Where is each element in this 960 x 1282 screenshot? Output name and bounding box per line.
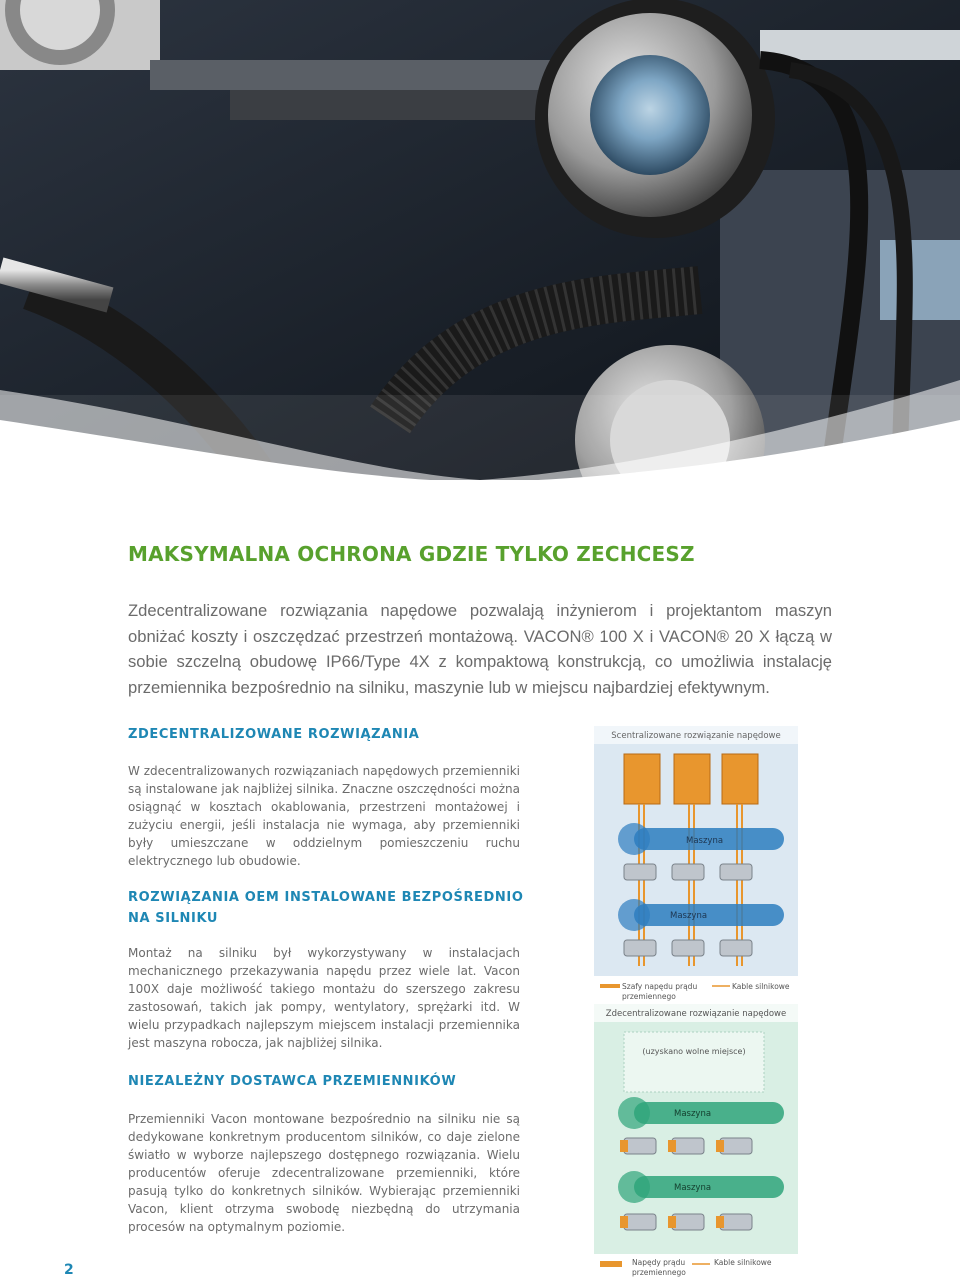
- motor-icon: [624, 940, 752, 956]
- section-body-oem: Montaż na silniku był wykorzystywany w instalacjach mechanicznego przekazywania napędu przez wiele lat. Vacon 100X daje możliwość takiego montażu do szerszego zakresu zastosowań, takich jak pompy, wentylatory, sprężarki itd. W wielu przypadkach najlepszym miejscem instalacji przemiennika jest maszyna robocza, jak najbliżej silnika.: [128, 946, 520, 1050]
- centralized-diagram-graphic: [594, 726, 798, 1004]
- diagram-centralized: [594, 726, 798, 1008]
- section-heading-oem: ROZWIĄZANIA OEM INSTALOWANE BEZPOŚREDNIO NA SILNIKU: [128, 890, 524, 926]
- machine-label: Maszyna: [670, 911, 708, 921]
- machine-bar: [634, 904, 784, 926]
- legend-cables: Kable silnikowe: [714, 1258, 772, 1267]
- decentralized-diagram-graphic: [594, 1004, 798, 1278]
- machine-illustration: [0, 0, 960, 480]
- motor-with-drive-icon: [624, 1138, 752, 1154]
- legend-swatch-drives: [600, 1261, 622, 1267]
- machine-label: Maszyna: [674, 1183, 712, 1193]
- fan-icon: [618, 1097, 650, 1129]
- hero-photo: [0, 0, 960, 480]
- drive-cabinet: [624, 754, 758, 804]
- fan-icon: [618, 1171, 650, 1203]
- page-title: MAKSYMALNA OCHRONA GDZIE TYLKO ZECHCESZ: [128, 542, 695, 566]
- diagram-decentralized: [594, 1004, 798, 1282]
- free-space-note: (uzyskano wolne miejsce): [642, 1047, 746, 1056]
- diagram-title: Scentralizowane rozwiązanie napędowe: [611, 731, 781, 741]
- page-number: 2: [64, 1262, 74, 1278]
- legend-drives: Napędy prądu przemiennego: [632, 1258, 686, 1277]
- section-body-independent: Przemienniki Vacon montowane bezpośrednio na silniku nie są dedykowane konkretnym producentom silników, co daje zielone światło w wyborze najlepszego dostępnego rozwiązania. Wielu producentów oferuje zdecentralizowane przemienniki, które pasują tylko do konkretnych silników. Wybierając przemienniki Vacon, klient otrzyma swobodę niezbędną do utrzymania procesów na optymalnym poziomie.: [128, 1112, 520, 1234]
- legend-cables: Kable silnikowe: [732, 982, 790, 991]
- fan-icon: [618, 823, 650, 855]
- diagram-title: Zdecentralizowane rozwiązanie napędowe: [605, 1009, 787, 1019]
- section-heading-independent: NIEZALEŻNY DOSTAWCA PRZEMIENNIKÓW: [128, 1074, 457, 1089]
- section-body-decentralized: W zdecentralizowanych rozwiązaniach napędowych przemienniki są instalowane jak najbliżej silnika. Znaczne oszczędności można osiągnąć w kosztach okablowania, przestrzeni montażowej i zużyciu energii, jeśli instalacja nie wymaga, aby przemienniki były umieszczane w oddzielnym pomieszczeniu ruchu elektrycznego lub obudowie.: [128, 764, 520, 868]
- motor-icon: [624, 864, 752, 880]
- machine-label: Maszyna: [674, 1109, 712, 1119]
- legend-swatch-cabinets: [600, 984, 620, 988]
- section-heading-decentralized: ZDECENTRALIZOWANE ROZWIĄZANIA: [128, 727, 420, 742]
- legend-cabinets: Szafy napędu prądu przemiennego: [622, 982, 698, 1001]
- intro-paragraph: Zdecentralizowane rozwiązania napędowe pozwalają inżynierom i projektantom maszyn obniżać koszty i oszczędzać przestrzeń montażową. VACON® 100 X i VACON® 20 X łączą w sobie szczelną obudowę IP66/Type 4X z kompaktową konstrukcją, co umożliwia instalację przemiennika bezpośrednio na silniku, maszynie lub w miejscu najbardziej efektywnym.: [128, 601, 832, 697]
- motor-with-drive-icon: [624, 1214, 752, 1230]
- fan-icon: [618, 899, 650, 931]
- machine-label: Maszyna: [686, 836, 724, 846]
- free-space-area: [624, 1032, 764, 1092]
